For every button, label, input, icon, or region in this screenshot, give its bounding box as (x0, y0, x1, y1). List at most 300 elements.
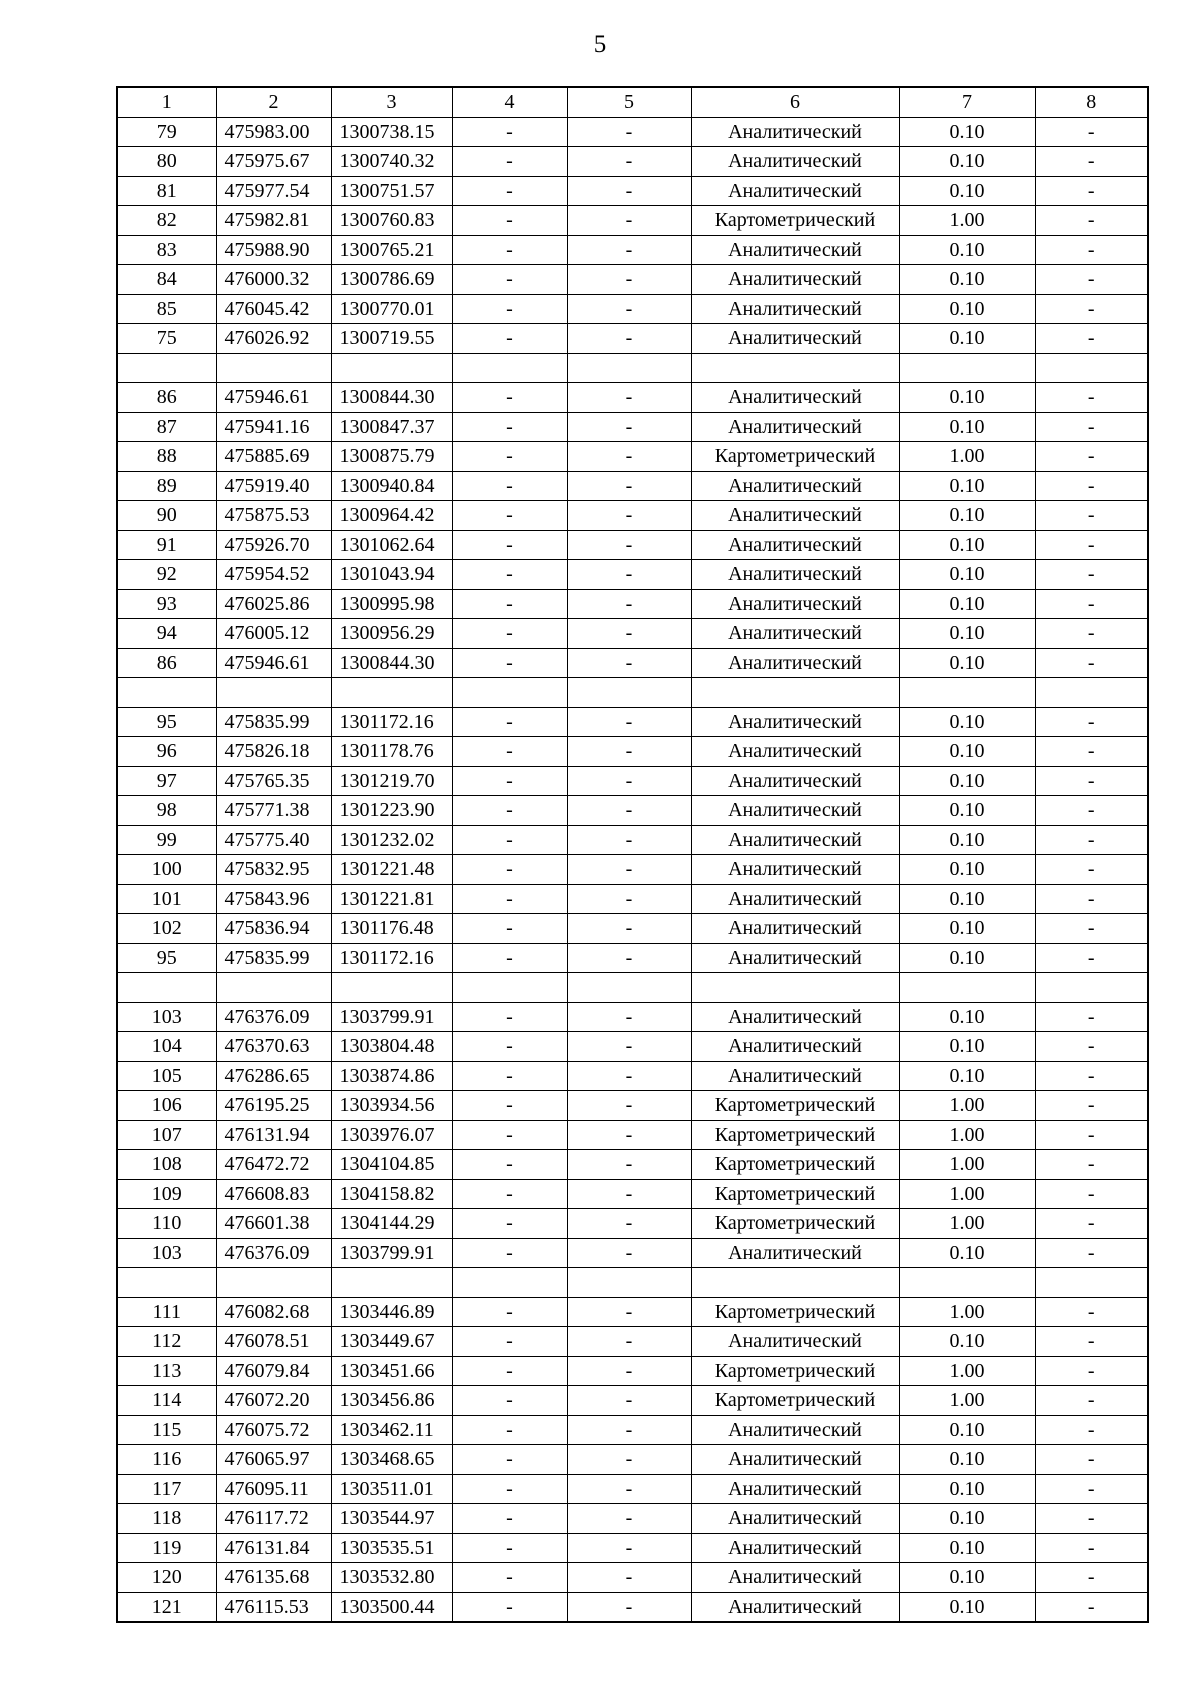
method-cell: Аналитический (691, 412, 899, 442)
column-4-cell: - (452, 737, 567, 767)
column-4-cell: - (452, 1297, 567, 1327)
accuracy-cell: 0.10 (899, 471, 1035, 501)
column-5-cell: - (567, 147, 691, 177)
accuracy-cell: 0.10 (899, 1032, 1035, 1062)
x-coordinate-cell: 476005.12 (216, 619, 331, 649)
accuracy-cell: 0.10 (899, 383, 1035, 413)
accuracy-cell: 1.00 (899, 1356, 1035, 1386)
column-5-cell: - (567, 1238, 691, 1268)
accuracy-cell: 0.10 (899, 560, 1035, 590)
empty-cell (216, 678, 331, 708)
point-number-cell: 117 (117, 1474, 216, 1504)
table-row (117, 855, 1148, 885)
point-number-cell: 106 (117, 1091, 216, 1121)
point-number-cell: 115 (117, 1415, 216, 1445)
method-cell: Аналитический (691, 943, 899, 973)
table-row (117, 1091, 1148, 1121)
column-4-cell: - (452, 1061, 567, 1091)
point-number-cell: 79 (117, 117, 216, 147)
accuracy-cell: 0.10 (899, 530, 1035, 560)
column-5-cell: - (567, 530, 691, 560)
table-row (117, 914, 1148, 944)
column-5-cell: - (567, 1179, 691, 1209)
table-row (117, 1002, 1148, 1032)
empty-cell (1035, 1268, 1148, 1298)
table-row (117, 1592, 1148, 1622)
column-8-cell: - (1035, 1238, 1148, 1268)
column-4-cell: - (452, 1179, 567, 1209)
column-5-cell: - (567, 235, 691, 265)
method-cell: Аналитический (691, 117, 899, 147)
column-header: 4 (452, 87, 567, 117)
column-header: 7 (899, 87, 1035, 117)
empty-cell (567, 353, 691, 383)
empty-cell (1035, 678, 1148, 708)
column-5-cell: - (567, 884, 691, 914)
x-coordinate-cell: 476000.32 (216, 265, 331, 295)
column-5-cell: - (567, 766, 691, 796)
column-4-cell: - (452, 707, 567, 737)
y-coordinate-cell: 1301223.90 (331, 796, 452, 826)
empty-cell (452, 353, 567, 383)
column-4-cell: - (452, 855, 567, 885)
column-5-cell: - (567, 619, 691, 649)
point-number-cell: 99 (117, 825, 216, 855)
x-coordinate-cell: 476095.11 (216, 1474, 331, 1504)
point-number-cell: 87 (117, 412, 216, 442)
column-5-cell: - (567, 206, 691, 236)
separator-row (117, 678, 1148, 708)
table-row (117, 825, 1148, 855)
separator-row (117, 973, 1148, 1003)
table-row (117, 1032, 1148, 1062)
table-row (117, 530, 1148, 560)
empty-cell (567, 973, 691, 1003)
column-4-cell: - (452, 1150, 567, 1180)
column-4-cell: - (452, 294, 567, 324)
method-cell: Аналитический (691, 176, 899, 206)
column-8-cell: - (1035, 530, 1148, 560)
method-cell: Аналитический (691, 914, 899, 944)
empty-cell (452, 973, 567, 1003)
accuracy-cell: 0.10 (899, 294, 1035, 324)
empty-cell (117, 353, 216, 383)
x-coordinate-cell: 475983.00 (216, 117, 331, 147)
table-row (117, 1563, 1148, 1593)
method-cell: Картометрический (691, 206, 899, 236)
x-coordinate-cell: 475875.53 (216, 501, 331, 531)
column-4-cell: - (452, 1032, 567, 1062)
x-coordinate-cell: 476472.72 (216, 1150, 331, 1180)
accuracy-cell: 1.00 (899, 1297, 1035, 1327)
column-8-cell: - (1035, 1474, 1148, 1504)
column-4-cell: - (452, 1238, 567, 1268)
table-row (117, 1474, 1148, 1504)
column-header: 2 (216, 87, 331, 117)
y-coordinate-cell: 1303456.86 (331, 1386, 452, 1416)
column-5-cell: - (567, 796, 691, 826)
method-cell: Аналитический (691, 235, 899, 265)
column-5-cell: - (567, 914, 691, 944)
accuracy-cell: 0.10 (899, 1504, 1035, 1534)
point-number-cell: 89 (117, 471, 216, 501)
accuracy-cell: 0.10 (899, 1563, 1035, 1593)
point-number-cell: 86 (117, 648, 216, 678)
method-cell: Аналитический (691, 501, 899, 531)
empty-cell (331, 678, 452, 708)
column-4-cell: - (452, 796, 567, 826)
x-coordinate-cell: 475771.38 (216, 796, 331, 826)
column-8-cell: - (1035, 176, 1148, 206)
point-number-cell: 88 (117, 442, 216, 472)
y-coordinate-cell: 1303449.67 (331, 1327, 452, 1357)
column-header: 6 (691, 87, 899, 117)
y-coordinate-cell: 1303451.66 (331, 1356, 452, 1386)
column-header: 1 (117, 87, 216, 117)
accuracy-cell: 0.10 (899, 943, 1035, 973)
accuracy-cell: 0.10 (899, 147, 1035, 177)
y-coordinate-cell: 1303799.91 (331, 1238, 452, 1268)
column-4-cell: - (452, 589, 567, 619)
column-4-cell: - (452, 265, 567, 295)
column-4-cell: - (452, 1445, 567, 1475)
column-8-cell: - (1035, 619, 1148, 649)
point-number-cell: 94 (117, 619, 216, 649)
method-cell: Аналитический (691, 825, 899, 855)
column-4-cell: - (452, 117, 567, 147)
separator-row (117, 1268, 1148, 1298)
page-number: 5 (593, 31, 607, 58)
point-number-cell: 116 (117, 1445, 216, 1475)
column-5-cell: - (567, 294, 691, 324)
table-row (117, 442, 1148, 472)
column-5-cell: - (567, 589, 691, 619)
column-8-cell: - (1035, 1179, 1148, 1209)
table-row (117, 1356, 1148, 1386)
table-row (117, 619, 1148, 649)
column-8-cell: - (1035, 294, 1148, 324)
column-5-cell: - (567, 265, 691, 295)
y-coordinate-cell: 1303976.07 (331, 1120, 452, 1150)
x-coordinate-cell: 476026.92 (216, 324, 331, 354)
column-8-cell: - (1035, 1061, 1148, 1091)
column-5-cell: - (567, 1150, 691, 1180)
y-coordinate-cell: 1301172.16 (331, 943, 452, 973)
table-row (117, 943, 1148, 973)
point-number-cell: 85 (117, 294, 216, 324)
y-coordinate-cell: 1301221.48 (331, 855, 452, 885)
empty-cell (899, 678, 1035, 708)
column-5-cell: - (567, 855, 691, 885)
table-row (117, 324, 1148, 354)
x-coordinate-cell: 475835.99 (216, 707, 331, 737)
y-coordinate-cell: 1300956.29 (331, 619, 452, 649)
y-coordinate-cell: 1300719.55 (331, 324, 452, 354)
x-coordinate-cell: 475835.99 (216, 943, 331, 973)
column-8-cell: - (1035, 206, 1148, 236)
x-coordinate-cell: 475826.18 (216, 737, 331, 767)
table-row (117, 1238, 1148, 1268)
table-row (117, 412, 1148, 442)
table-row (117, 235, 1148, 265)
method-cell: Аналитический (691, 1474, 899, 1504)
x-coordinate-cell: 475836.94 (216, 914, 331, 944)
column-8-cell: - (1035, 383, 1148, 413)
point-number-cell: 120 (117, 1563, 216, 1593)
empty-cell (899, 1268, 1035, 1298)
x-coordinate-cell: 476376.09 (216, 1238, 331, 1268)
table-row (117, 1061, 1148, 1091)
accuracy-cell: 0.10 (899, 235, 1035, 265)
method-cell: Аналитический (691, 707, 899, 737)
point-number-cell: 81 (117, 176, 216, 206)
method-cell: Аналитический (691, 1032, 899, 1062)
method-cell: Аналитический (691, 855, 899, 885)
column-8-cell: - (1035, 117, 1148, 147)
accuracy-cell: 0.10 (899, 825, 1035, 855)
y-coordinate-cell: 1303462.11 (331, 1415, 452, 1445)
empty-cell (452, 1268, 567, 1298)
method-cell: Картометрический (691, 1209, 899, 1239)
method-cell: Аналитический (691, 147, 899, 177)
table-body (117, 87, 1148, 1622)
x-coordinate-cell: 476131.94 (216, 1120, 331, 1150)
table-row (117, 206, 1148, 236)
x-coordinate-cell: 476376.09 (216, 1002, 331, 1032)
empty-cell (452, 678, 567, 708)
method-cell: Аналитический (691, 796, 899, 826)
accuracy-cell: 0.10 (899, 884, 1035, 914)
column-4-cell: - (452, 1563, 567, 1593)
column-8-cell: - (1035, 1120, 1148, 1150)
column-4-cell: - (452, 943, 567, 973)
point-number-cell: 114 (117, 1386, 216, 1416)
coordinates-table (116, 86, 1149, 1623)
column-8-cell: - (1035, 914, 1148, 944)
column-8-cell: - (1035, 1356, 1148, 1386)
table-row (117, 1415, 1148, 1445)
column-4-cell: - (452, 176, 567, 206)
column-8-cell: - (1035, 324, 1148, 354)
point-number-cell: 101 (117, 884, 216, 914)
column-8-cell: - (1035, 471, 1148, 501)
empty-cell (567, 678, 691, 708)
method-cell: Аналитический (691, 589, 899, 619)
accuracy-cell: 0.10 (899, 796, 1035, 826)
y-coordinate-cell: 1303544.97 (331, 1504, 452, 1534)
accuracy-cell: 0.10 (899, 1533, 1035, 1563)
column-8-cell: - (1035, 884, 1148, 914)
column-4-cell: - (452, 914, 567, 944)
column-4-cell: - (452, 412, 567, 442)
column-5-cell: - (567, 1415, 691, 1445)
column-8-cell: - (1035, 766, 1148, 796)
point-number-cell: 102 (117, 914, 216, 944)
point-number-cell: 95 (117, 707, 216, 737)
method-cell: Картометрический (691, 1150, 899, 1180)
y-coordinate-cell: 1300738.15 (331, 117, 452, 147)
x-coordinate-cell: 476608.83 (216, 1179, 331, 1209)
method-cell: Картометрический (691, 1356, 899, 1386)
x-coordinate-cell: 475988.90 (216, 235, 331, 265)
method-cell: Аналитический (691, 265, 899, 295)
point-number-cell: 111 (117, 1297, 216, 1327)
column-4-cell: - (452, 825, 567, 855)
column-4-cell: - (452, 1356, 567, 1386)
column-5-cell: - (567, 1386, 691, 1416)
accuracy-cell: 0.10 (899, 1592, 1035, 1622)
y-coordinate-cell: 1301219.70 (331, 766, 452, 796)
column-4-cell: - (452, 1209, 567, 1239)
x-coordinate-cell: 475975.67 (216, 147, 331, 177)
column-5-cell: - (567, 1002, 691, 1032)
column-4-cell: - (452, 235, 567, 265)
column-5-cell: - (567, 1474, 691, 1504)
point-number-cell: 113 (117, 1356, 216, 1386)
x-coordinate-cell: 476370.63 (216, 1032, 331, 1062)
column-8-cell: - (1035, 1091, 1148, 1121)
method-cell: Аналитический (691, 648, 899, 678)
y-coordinate-cell: 1303804.48 (331, 1032, 452, 1062)
column-8-cell: - (1035, 825, 1148, 855)
point-number-cell: 91 (117, 530, 216, 560)
method-cell: Картометрический (691, 1091, 899, 1121)
point-number-cell: 82 (117, 206, 216, 236)
accuracy-cell: 0.10 (899, 1474, 1035, 1504)
column-4-cell: - (452, 1002, 567, 1032)
y-coordinate-cell: 1303535.51 (331, 1533, 452, 1563)
column-8-cell: - (1035, 1297, 1148, 1327)
column-5-cell: - (567, 1563, 691, 1593)
column-header: 3 (331, 87, 452, 117)
column-5-cell: - (567, 1297, 691, 1327)
column-8-cell: - (1035, 1563, 1148, 1593)
y-coordinate-cell: 1301062.64 (331, 530, 452, 560)
column-5-cell: - (567, 1120, 691, 1150)
empty-cell (117, 973, 216, 1003)
column-4-cell: - (452, 501, 567, 531)
column-8-cell: - (1035, 1327, 1148, 1357)
column-4-cell: - (452, 1533, 567, 1563)
x-coordinate-cell: 476025.86 (216, 589, 331, 619)
column-8-cell: - (1035, 442, 1148, 472)
column-4-cell: - (452, 1474, 567, 1504)
column-5-cell: - (567, 412, 691, 442)
x-coordinate-cell: 476072.20 (216, 1386, 331, 1416)
method-cell: Аналитический (691, 294, 899, 324)
method-cell: Аналитический (691, 324, 899, 354)
column-header: 8 (1035, 87, 1148, 117)
x-coordinate-cell: 476131.84 (216, 1533, 331, 1563)
accuracy-cell: 0.10 (899, 707, 1035, 737)
table-row (117, 707, 1148, 737)
method-cell: Аналитический (691, 1533, 899, 1563)
method-cell: Аналитический (691, 1061, 899, 1091)
accuracy-cell: 0.10 (899, 589, 1035, 619)
point-number-cell: 118 (117, 1504, 216, 1534)
column-5-cell: - (567, 648, 691, 678)
column-8-cell: - (1035, 855, 1148, 885)
column-5-cell: - (567, 1592, 691, 1622)
point-number-cell: 90 (117, 501, 216, 531)
method-cell: Аналитический (691, 1238, 899, 1268)
accuracy-cell: 0.10 (899, 1415, 1035, 1445)
column-4-cell: - (452, 530, 567, 560)
table-row (117, 1445, 1148, 1475)
empty-cell (567, 1268, 691, 1298)
column-4-cell: - (452, 383, 567, 413)
y-coordinate-cell: 1303446.89 (331, 1297, 452, 1327)
y-coordinate-cell: 1303799.91 (331, 1002, 452, 1032)
table-row (117, 1327, 1148, 1357)
empty-cell (1035, 353, 1148, 383)
point-number-cell: 92 (117, 560, 216, 590)
y-coordinate-cell: 1301176.48 (331, 914, 452, 944)
column-5-cell: - (567, 737, 691, 767)
y-coordinate-cell: 1301172.16 (331, 707, 452, 737)
table-row (117, 383, 1148, 413)
y-coordinate-cell: 1303934.56 (331, 1091, 452, 1121)
x-coordinate-cell: 475832.95 (216, 855, 331, 885)
column-5-cell: - (567, 176, 691, 206)
column-5-cell: - (567, 1504, 691, 1534)
method-cell: Аналитический (691, 1415, 899, 1445)
column-8-cell: - (1035, 648, 1148, 678)
y-coordinate-cell: 1303511.01 (331, 1474, 452, 1504)
table-row (117, 1209, 1148, 1239)
method-cell: Аналитический (691, 530, 899, 560)
point-number-cell: 95 (117, 943, 216, 973)
point-number-cell: 98 (117, 796, 216, 826)
column-5-cell: - (567, 501, 691, 531)
column-8-cell: - (1035, 412, 1148, 442)
empty-cell (691, 1268, 899, 1298)
point-number-cell: 84 (117, 265, 216, 295)
table-header-row (117, 87, 1148, 117)
empty-cell (331, 353, 452, 383)
column-5-cell: - (567, 1091, 691, 1121)
column-8-cell: - (1035, 943, 1148, 973)
y-coordinate-cell: 1300844.30 (331, 648, 452, 678)
column-5-cell: - (567, 1356, 691, 1386)
column-8-cell: - (1035, 1445, 1148, 1475)
x-coordinate-cell: 476286.65 (216, 1061, 331, 1091)
empty-cell (117, 1268, 216, 1298)
accuracy-cell: 1.00 (899, 1209, 1035, 1239)
column-4-cell: - (452, 1120, 567, 1150)
table-row (117, 147, 1148, 177)
column-4-cell: - (452, 884, 567, 914)
column-4-cell: - (452, 1091, 567, 1121)
method-cell: Аналитический (691, 884, 899, 914)
x-coordinate-cell: 475941.16 (216, 412, 331, 442)
column-8-cell: - (1035, 1533, 1148, 1563)
point-number-cell: 108 (117, 1150, 216, 1180)
table-row (117, 117, 1148, 147)
y-coordinate-cell: 1300740.32 (331, 147, 452, 177)
method-cell: Аналитический (691, 383, 899, 413)
x-coordinate-cell: 475765.35 (216, 766, 331, 796)
method-cell: Картометрический (691, 1120, 899, 1150)
column-8-cell: - (1035, 147, 1148, 177)
point-number-cell: 97 (117, 766, 216, 796)
column-8-cell: - (1035, 501, 1148, 531)
empty-cell (216, 1268, 331, 1298)
method-cell: Аналитический (691, 1592, 899, 1622)
empty-cell (899, 353, 1035, 383)
accuracy-cell: 0.10 (899, 324, 1035, 354)
table-row (117, 1504, 1148, 1534)
